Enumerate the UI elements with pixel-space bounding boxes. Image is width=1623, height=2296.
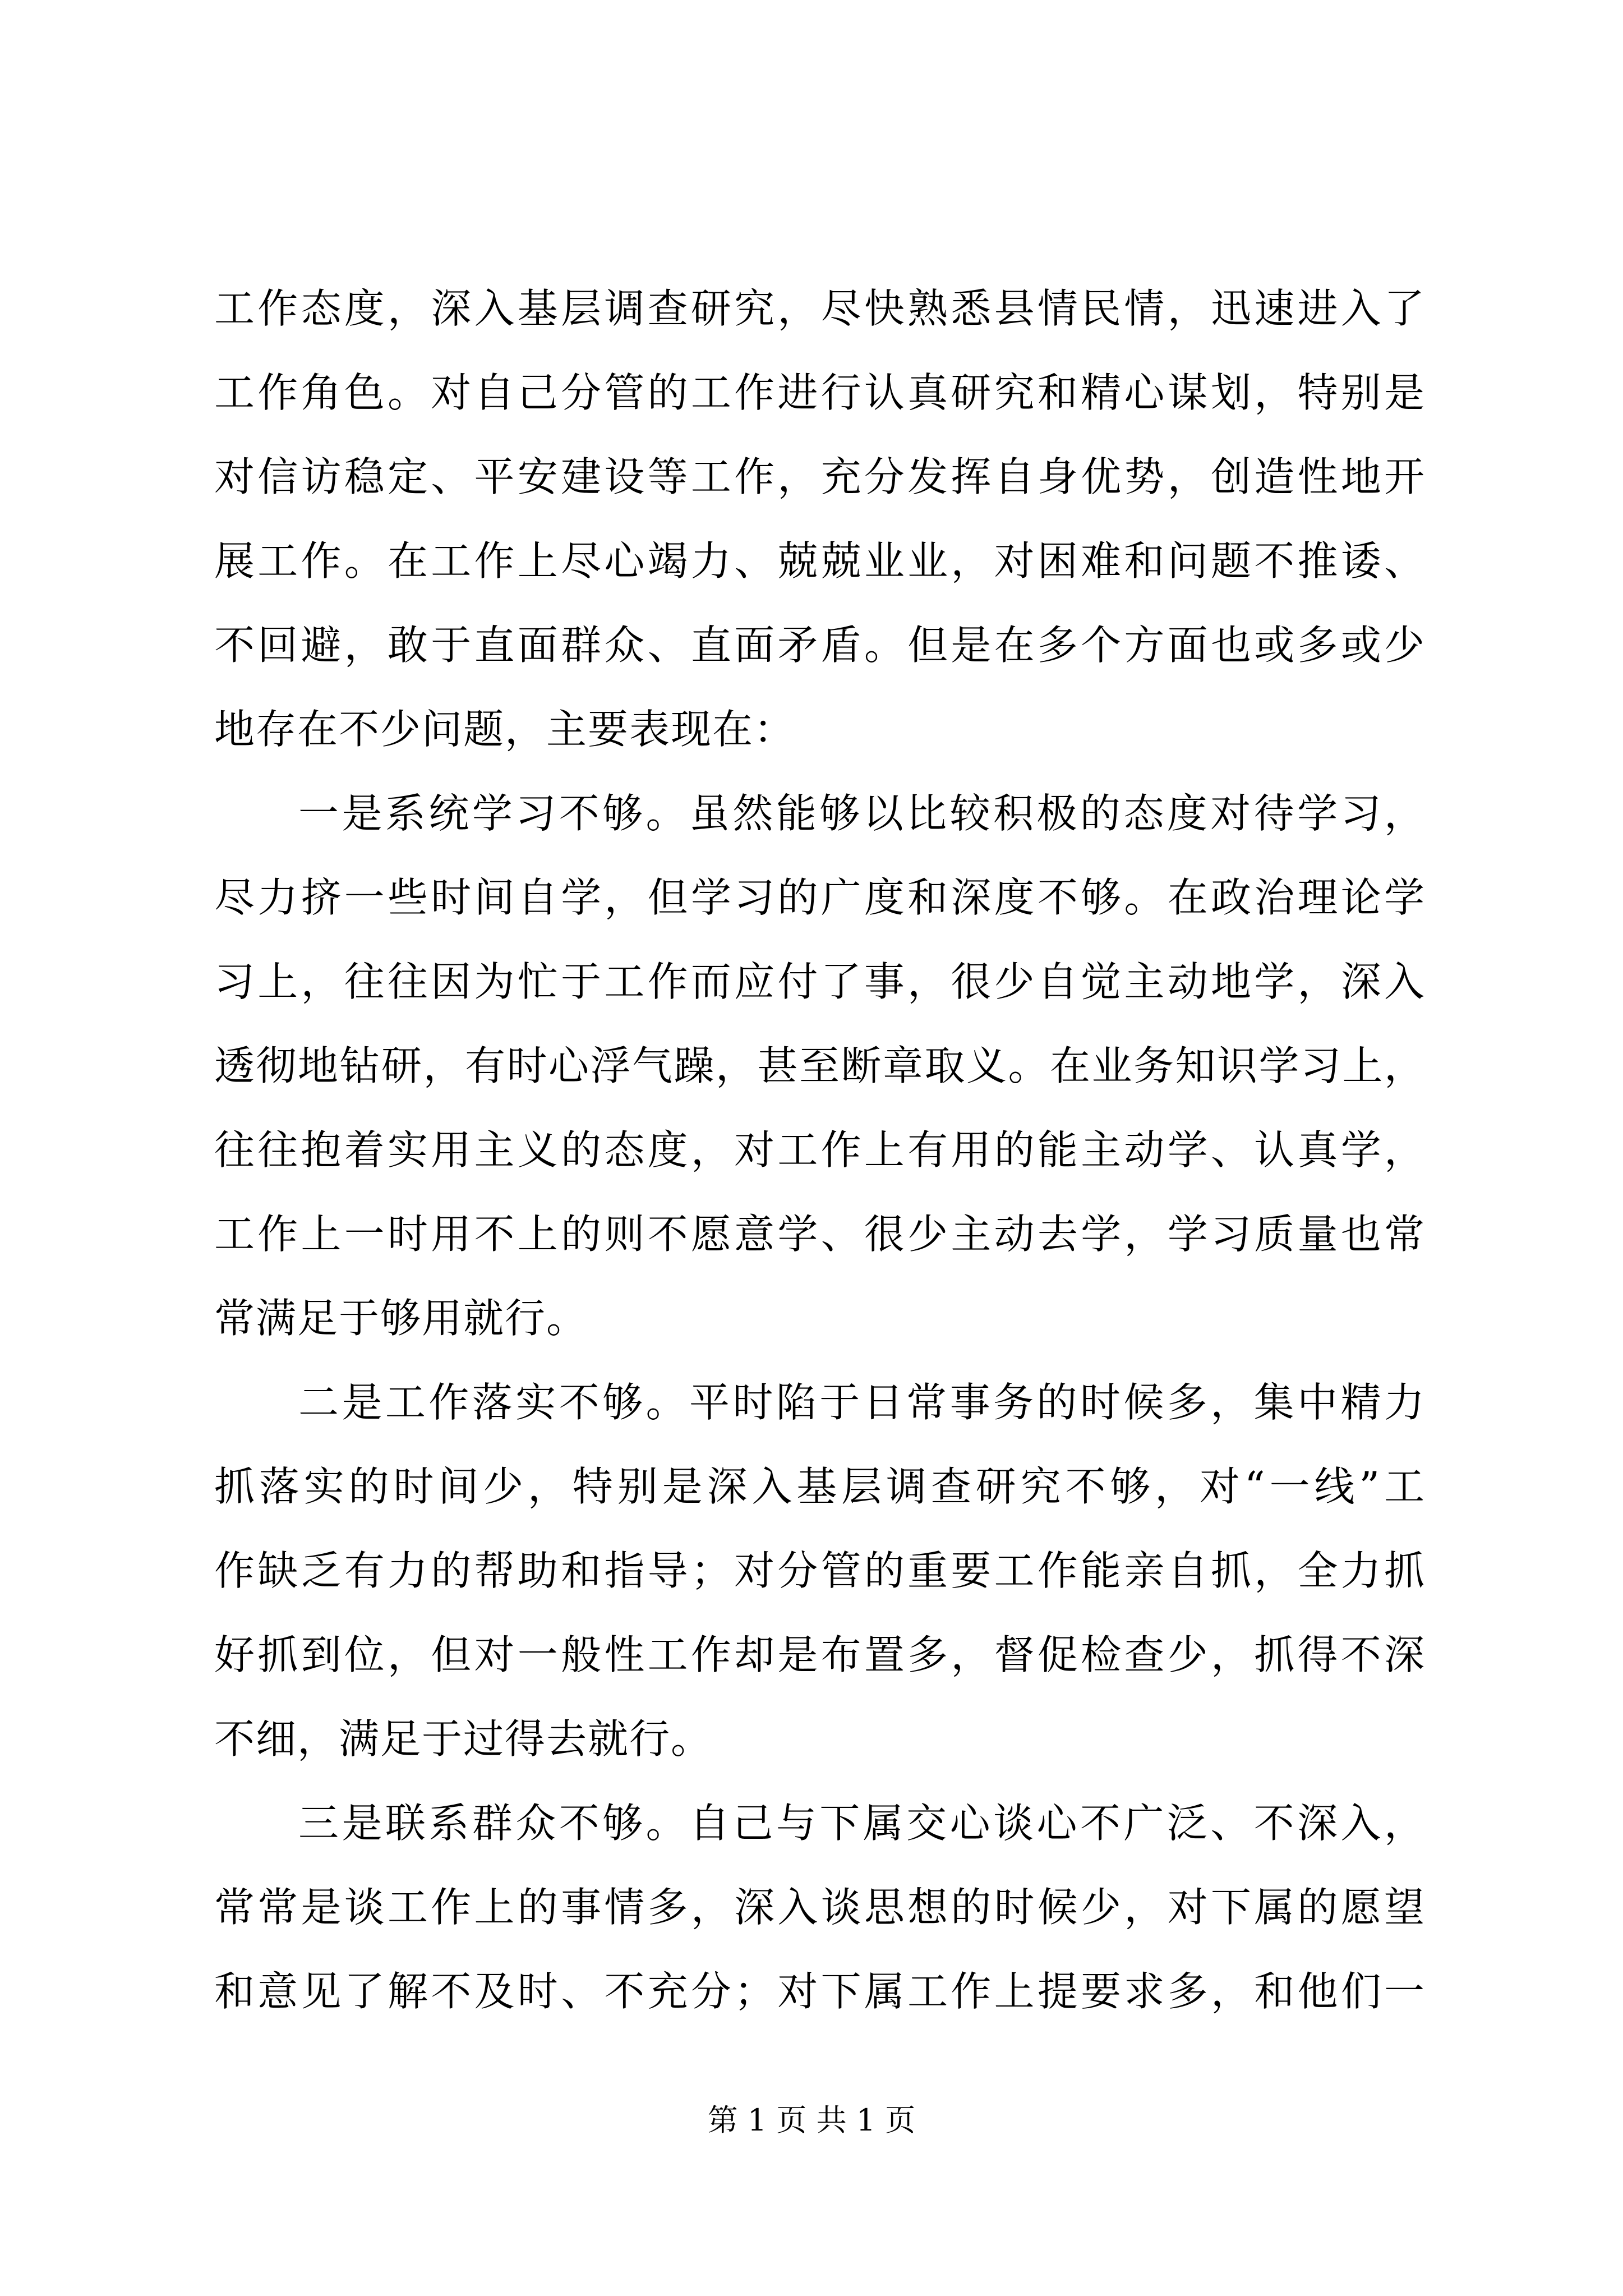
text-line: 工作态度，深入基层调查研究，尽快熟悉县情民情，迅速进入了 — [214, 285, 1426, 332]
text-line: 尽力挤一些时间自学，但学习的广度和深度不够。在政治理论学 — [214, 874, 1426, 921]
page-footer: 第 1 页 共 1 页 — [707, 2102, 916, 2138]
text-line: 习上，往往因为忙于工作而应付了事，很少自觉主动地学，深入 — [214, 958, 1426, 1005]
text-line: 不细，满足于过得去就行。 — [214, 1715, 713, 1763]
text-line: 一是系统学习不够。虽然能够以比较积极的态度对待学习， — [298, 790, 1426, 837]
text-line: 工作角色。对自己分管的工作进行认真研究和精心谋划，特别是 — [214, 369, 1426, 416]
text-line: 工作上一时用不上的则不愿意学、很少主动去学，学习质量也常 — [214, 1211, 1426, 1258]
document-body — [214, 266, 1426, 2033]
text-line: 常满足于够用就行。 — [214, 1295, 588, 1342]
text-line: 不回避，敢于直面群众、直面矛盾。但是在多个方面也或多或少 — [214, 622, 1426, 669]
text-line: 展工作。在工作上尽心竭力、兢兢业业，对困难和问题不推诿、 — [214, 537, 1426, 585]
text-line: 常常是谈工作上的事情多，深入谈思想的时候少，对下属的愿望 — [214, 1884, 1426, 1931]
text-line: 透彻地钻研，有时心浮气躁，甚至断章取义。在业务知识学习上， — [214, 1042, 1426, 1089]
text-line: 对信访稳定、平安建设等工作，充分发挥自身优势，创造性地开 — [214, 453, 1426, 500]
text-line: 往往抱着实用主义的态度，对工作上有用的能主动学、认真学， — [214, 1126, 1426, 1174]
text-line: 三是联系群众不够。自己与下属交心谈心不广泛、不深入， — [298, 1800, 1426, 1847]
text-line: 二是工作落实不够。平时陷于日常事务的时候多，集中精力 — [298, 1379, 1426, 1426]
text-line: 作缺乏有力的帮助和指导；对分管的重要工作能亲自抓，全力抓 — [214, 1547, 1426, 1594]
text-line: 和意见了解不及时、不充分；对下属工作上提要求多，和他们一 — [214, 1968, 1426, 2015]
text-line: 抓落实的时间少，特别是深入基层调查研究不够，对“一线”工 — [214, 1463, 1426, 1510]
text-line: 好抓到位，但对一般性工作却是布置多，督促检查少，抓得不深 — [214, 1631, 1426, 1678]
text-line: 地存在不少问题，主要表现在： — [214, 706, 796, 753]
